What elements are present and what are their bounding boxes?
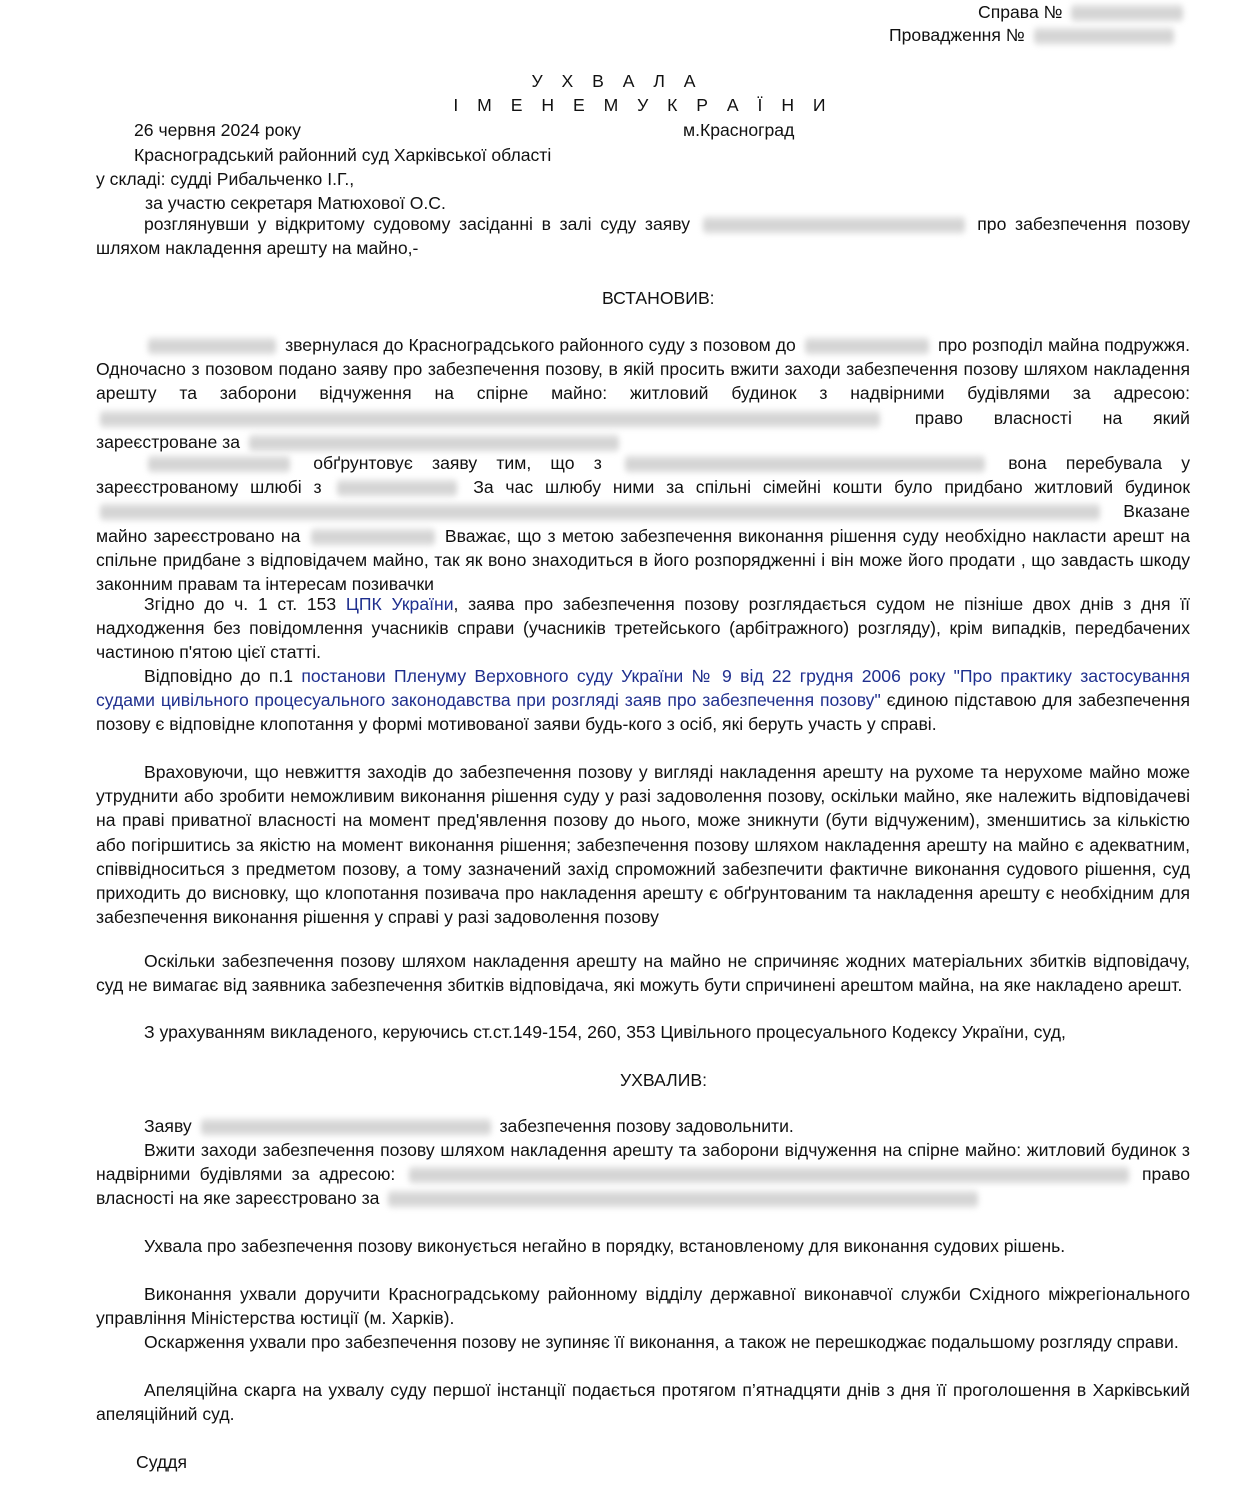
established-heading: ВСТАНОВИВ:	[602, 288, 715, 308]
intro-text-c: позову шляхом накладення арешту на майно,-	[96, 214, 1190, 259]
proceeding-number-line	[889, 23, 1178, 47]
p2-text-c: За час шлюбу ними за спільні сімейні кошти було придбано житловий будинок	[473, 477, 1191, 498]
p3-text-b: , заява про забезпечення позову розглядається судом не пізніше двох днів з дня її надходження без повідомлення учасників справи (учасників третейського (арбітражного) розгляду), крім випадків, передбачених частиною п'ятою цієї статті.	[96, 594, 1190, 663]
r4-text: Виконання ухвали доручити Красноградському районному відділу державної виконавчої служби Східного міжрегіонального управління Міністерства юстиції (м. Харків).	[96, 1284, 1190, 1329]
applicant-redacted	[703, 216, 965, 234]
p2-text-e: Вважає, що з метою забезпечення виконання рішення суду необхідно накласти арешт на спільне придбане з відповідачем майно, так як воно знаходиться в його розпорядженні і він може його продати , що завдасть шкоду законним правам та інтересам позивачки	[96, 525, 1190, 595]
case-number-label: Справа №	[978, 2, 1063, 22]
r1-text-b: забезпечення позову задовольнити.	[499, 1116, 794, 1136]
document-title: У Х В А Л А	[531, 71, 703, 91]
defendant-redacted	[805, 337, 929, 355]
house-address-redacted	[100, 503, 1100, 521]
ruling-owner-redacted	[388, 1190, 978, 1208]
case-number-redacted	[1071, 4, 1183, 22]
r1-text-a: Заяву	[144, 1116, 192, 1136]
established-paragraph-3	[96, 592, 1190, 665]
p2-text-a: обґрунтовує заяву тим, що з	[313, 453, 602, 473]
ruled-item-1	[96, 1114, 1190, 1138]
p2-text-b: вона перебувала у зареєстрованому шлюбі з	[96, 453, 1191, 498]
proceeding-number-label: Провадження №	[889, 25, 1025, 45]
address-redacted	[100, 410, 880, 428]
ruled-item-6	[96, 1378, 1190, 1426]
ruled-heading: УХВАЛИВ:	[620, 1070, 707, 1090]
plaintiff-redacted	[148, 337, 276, 355]
r2-text-b: право власності на яке зареєстровано за	[96, 1164, 1191, 1209]
registered-owner-redacted	[311, 528, 435, 546]
secretary-line: за участю секретаря Матюхової О.С.	[145, 193, 446, 213]
p2-text-d: Вказане майно зареєстровано на	[96, 501, 1190, 546]
document-subtitle: І М Е Н Е М У К Р А Ї Н И	[453, 95, 833, 115]
ruled-item-5	[96, 1330, 1190, 1354]
intro-text-b: про забезпечення	[977, 214, 1127, 234]
p1-text-c: право власності на який зареєстроване за	[96, 407, 1190, 452]
cpc-ukraine-link[interactable]: ЦПК України	[345, 594, 454, 614]
judge-signature-label: Суддя	[136, 1452, 187, 1472]
ruled-item-2	[96, 1138, 1190, 1211]
p1-text-b: про розподіл майна подружжя. Одночасно з позовом подано заяву про забезпечення позову, в якій просить вжити заходи забезпечення позову шляхом накладення арешту та заборони відчуження на спірне майно: житловий будинок з надвірними будівлями за адресою:	[96, 335, 1190, 404]
case-number-line	[978, 0, 1187, 24]
established-paragraph-7	[96, 1020, 1190, 1044]
r2-text-a: Вжити заходи забезпечення позову шляхом накладення арешту та заборони відчуження на спірне майно: житловий будинок з надвірними будівлями за адресою:	[96, 1140, 1190, 1185]
applicant-redacted-ruling	[201, 1118, 491, 1136]
intro-text-a: розглянувши у відкритому судовому засіданні в залі суду заяву	[144, 214, 691, 234]
r6-text: Апеляційна скарга на ухвалу суду першої інстанції подається протягом п’ятнадцяти днів з дня її проголошення в Харківський апеляційний суд.	[96, 1380, 1190, 1425]
p1-text-a: звернулася до Красноградського районного суду з позовом до	[285, 335, 796, 355]
ruled-item-3	[96, 1234, 1190, 1258]
ruling-city: м.Красноград	[683, 120, 795, 140]
p4-text-a: Відповідно до п.1	[144, 666, 294, 686]
p5-text: Враховуючи, що невжиття заходів до забезпечення позову у вигляді накладення арешту на рухоме та нерухоме майно може утруднити або зробити неможливим виконання рішення суду у разі задоволення позову, оскільки майно, яке належить відповідачеві на праві приватної власності на момент пред'явлення позову до нього, може зникнути (бути відчуженим), зменшитись за кількістю або погіршитись за якістю на момент виконання рішення; забезпечення позову шляхом накладення арешту на майно є адекватним, співвідноситься з предметом позову, а тому зазначений захід спроможний забезпечити фактичне виконання судового рішення, суд приходить до висновку, що клопотання позивача про накладення арешту є обґрунтованим та накладення арешту є необхідним для забезпечення виконання рішення у справі у разі задоволення позову	[96, 762, 1190, 928]
marriage-dates-redacted	[625, 455, 985, 473]
p3-text-a: Згідно до ч. 1 ст. 153	[144, 594, 337, 614]
spouse-redacted	[337, 479, 457, 497]
ruling-date: 26 червня 2024 року	[134, 120, 301, 140]
p6-text: Оскільки забезпечення позову шляхом накладення арешту на майно не спричиняє жодних матеріальних збитків відповідачу, суд не вимагає від заявника забезпечення збитків відповідача, які можуть бути спричинені арештом майна, на яке накладено арешт.	[96, 951, 1190, 996]
proceeding-number-redacted	[1034, 27, 1174, 45]
established-paragraph-6	[96, 949, 1190, 997]
judge-line: у складі: судді Рибальченко І.Г.,	[96, 169, 355, 189]
ruling-address-redacted	[409, 1166, 1129, 1184]
p7-text: З урахуванням викладеного, керуючись ст.ст.149-154, 260, 353 Цивільного процесуального Кодексу України, суд,	[144, 1022, 1066, 1042]
established-paragraph-5	[96, 760, 1190, 929]
p4-text-b: єдиною підставою для забезпечення позову є відповідне клопотання у формі мотивованої заяви будь-кого з осіб, які беруть участь у справі.	[96, 690, 1190, 735]
established-paragraph-1	[96, 333, 1190, 454]
established-paragraph-2	[96, 451, 1190, 596]
plaintiff-redacted-2	[148, 455, 290, 473]
intro-paragraph	[96, 212, 1190, 260]
owner-redacted	[249, 434, 619, 452]
r3-text: Ухвала про забезпечення позову виконується негайно в порядку, встановленому для виконання судових рішень.	[144, 1236, 1066, 1256]
ruled-item-4	[96, 1282, 1190, 1330]
plenum-resolution-link[interactable]: постанови Пленуму Верховного суду України № 9 від 22 грудня 2006 року "Про практику застосування судами цивільного процесуального законодавства при розгляді заяв про забезпечення позову"	[96, 666, 1191, 711]
r5-text: Оскарження ухвали про забезпечення позову не зупиняє її виконання, а також не перешкоджає подальшому розгляду справи.	[144, 1332, 1179, 1352]
established-paragraph-4	[96, 664, 1190, 737]
court-name: Красноградський районний суд Харківської області	[134, 145, 552, 165]
